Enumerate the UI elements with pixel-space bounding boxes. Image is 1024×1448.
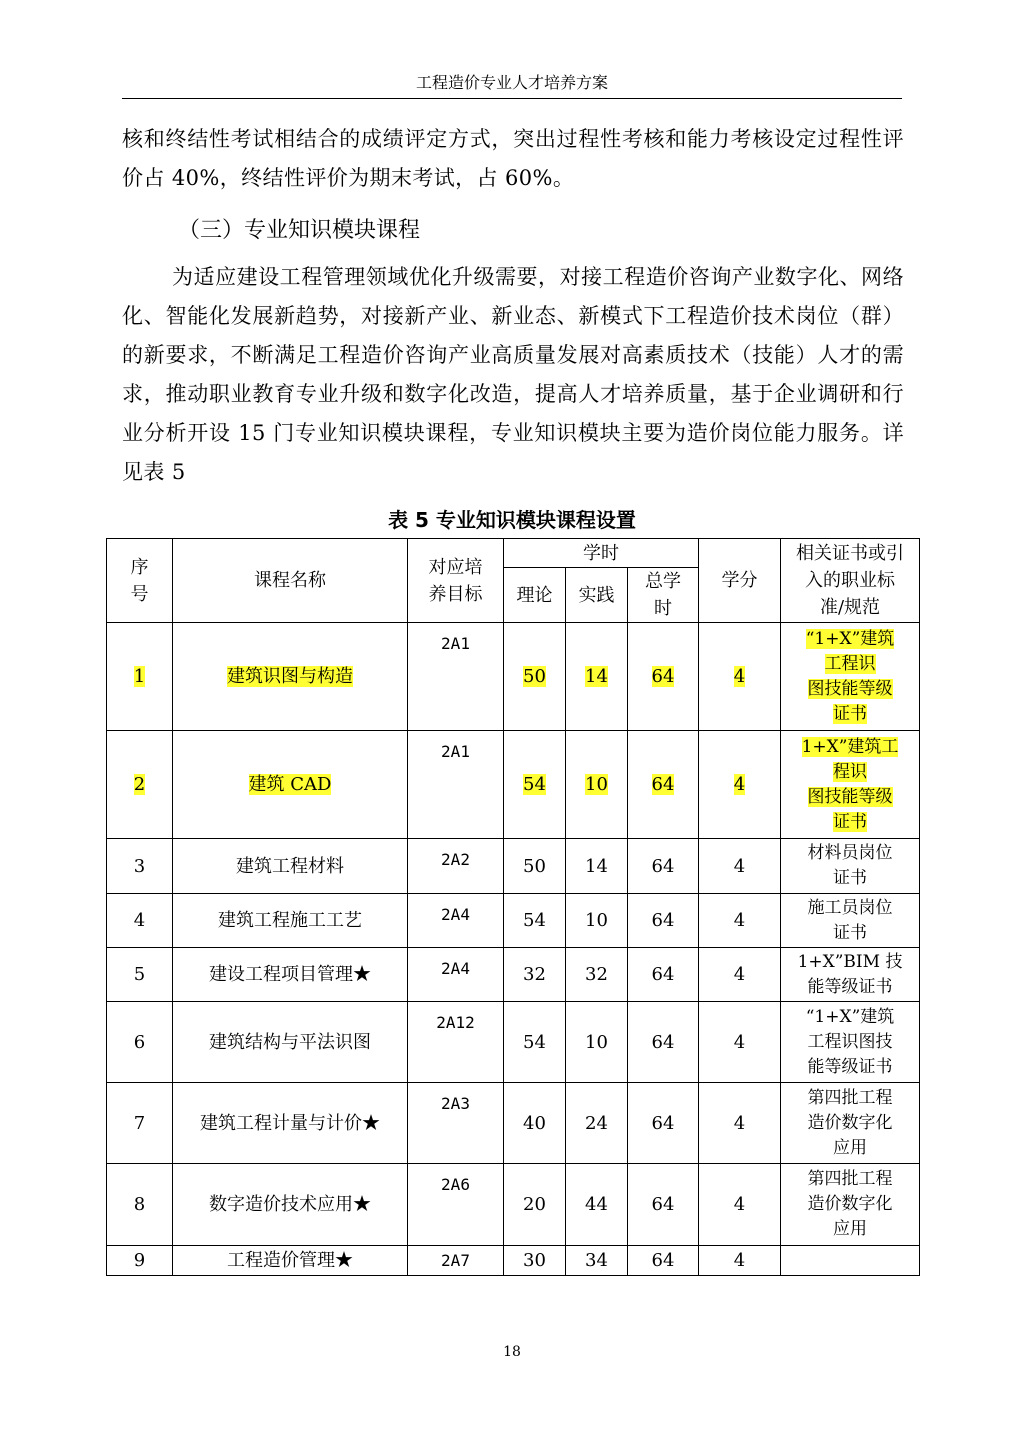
cell-total: 64 [628, 623, 699, 731]
cell-target: 2A1 [408, 623, 504, 731]
cell-total: 64 [628, 894, 699, 948]
cell-target: 2A1 [408, 731, 504, 839]
page-number: 18 [503, 1344, 521, 1360]
table-row [107, 948, 920, 1002]
cell-credit: 4 [699, 1246, 781, 1276]
cell-practice: 44 [566, 1164, 628, 1246]
cell-seq: 9 [107, 1246, 173, 1276]
cell-target: 2A6 [408, 1164, 504, 1246]
section-heading: （三）专业知识模块课程 [178, 218, 421, 243]
cell-cert: 施工员岗位 证书 [781, 894, 920, 948]
table-row [107, 1083, 920, 1164]
cell-credit: 4 [699, 839, 781, 894]
cell-course-name: 建筑结构与平法识图 [173, 1002, 408, 1083]
cell-practice: 32 [566, 948, 628, 1002]
cell-credit: 4 [699, 731, 781, 839]
table-row [107, 731, 920, 839]
cell-course-name: 建筑识图与构造 [173, 623, 408, 731]
cell-seq: 1 [107, 623, 173, 731]
cell-practice: 24 [566, 1083, 628, 1164]
cell-total: 64 [628, 1002, 699, 1083]
cell-seq: 4 [107, 894, 173, 948]
header-practice: 实践 [566, 568, 628, 623]
paragraph-assessment: 核和终结性考试相结合的成绩评定方式，突出过程性考核和能力考核设定过程性评价占 40%，终结性评价为期末考试，占 60%。 [122, 127, 904, 190]
cell-cert: 1+X”建筑工 程识 图技能等级 证书 [781, 731, 920, 839]
table-title: 表 5 专业知识模块课程设置 [388, 508, 636, 532]
paragraph-intro: 为适应建设工程管理领域优化升级需要，对接工程造价咨询产业数字化、网络化、智能化发展新趋势，对接新产业、新业态、新模式下工程造价技术岗位（群）的新要求，不断满足工程造价咨询产业高质量发展对高素质技术（技能）人才的需求，推动职业教育专业升级和数字化改造，提高人才培养质量，基于企业调研和行业分析开设 15 门专业知识模块课程，专业知识模块主要为造价岗位能力服务。详见表 5 [122, 265, 904, 484]
cell-theory: 54 [504, 1002, 566, 1083]
cell-theory: 30 [504, 1246, 566, 1276]
cell-credit: 4 [699, 623, 781, 731]
header-credit: 学分 [699, 539, 781, 623]
cell-theory: 54 [504, 731, 566, 839]
cell-credit: 4 [699, 1083, 781, 1164]
table-row [107, 839, 920, 894]
cell-practice: 14 [566, 839, 628, 894]
cell-credit: 4 [699, 894, 781, 948]
cell-theory: 54 [504, 894, 566, 948]
cell-cert: 第四批工程 造价数字化 应用 [781, 1083, 920, 1164]
cell-cert: 材料员岗位 证书 [781, 839, 920, 894]
cell-seq: 2 [107, 731, 173, 839]
cell-credit: 4 [699, 948, 781, 1002]
table-row [107, 623, 920, 731]
cell-cert: “1+X”建筑 工程识图技 能等级证书 [781, 1002, 920, 1083]
cell-total: 64 [628, 1246, 699, 1276]
cell-course-name: 建筑工程材料 [173, 839, 408, 894]
cell-theory: 40 [504, 1083, 566, 1164]
cell-theory: 50 [504, 839, 566, 894]
header-theory: 理论 [504, 568, 566, 623]
cell-total: 64 [628, 948, 699, 1002]
cell-target: 2A3 [408, 1083, 504, 1164]
cell-seq: 8 [107, 1164, 173, 1246]
header-course-name: 课程名称 [173, 539, 408, 623]
cell-theory: 20 [504, 1164, 566, 1246]
cell-total: 64 [628, 1083, 699, 1164]
course-table [106, 538, 920, 1276]
header-hours: 学时 [504, 539, 699, 568]
cell-total: 64 [628, 1164, 699, 1246]
header-seq: 序号 [107, 539, 173, 623]
cell-practice: 10 [566, 894, 628, 948]
header-cert: 相关证书或引入的职业标准/规范 [781, 539, 920, 623]
cell-total: 64 [628, 731, 699, 839]
cell-practice: 34 [566, 1246, 628, 1276]
table-row [107, 1002, 920, 1083]
cell-credit: 4 [699, 1164, 781, 1246]
cell-practice: 10 [566, 731, 628, 839]
cell-cert: 1+X”BIM 技 能等级证书 [781, 948, 920, 1002]
cell-theory: 32 [504, 948, 566, 1002]
cell-cert [781, 1246, 920, 1276]
cell-course-name: 数字造价技术应用★ [173, 1164, 408, 1246]
cell-course-name: 建筑 CAD [173, 731, 408, 839]
cell-total: 64 [628, 839, 699, 894]
table-row [107, 1164, 920, 1246]
cell-target: 2A7 [408, 1246, 504, 1276]
cell-course-name: 建筑工程计量与计价★ [173, 1083, 408, 1164]
cell-course-name: 建设工程项目管理★ [173, 948, 408, 1002]
cell-cert: “1+X”建筑 工程识 图技能等级 证书 [781, 623, 920, 731]
cell-seq: 7 [107, 1083, 173, 1164]
header-target: 对应培养目标 [408, 539, 504, 623]
cell-cert: 第四批工程 造价数字化 应用 [781, 1164, 920, 1246]
cell-practice: 14 [566, 623, 628, 731]
cell-seq: 3 [107, 839, 173, 894]
table-row [107, 894, 920, 948]
header-total-hours: 总学时 [628, 568, 699, 623]
cell-practice: 10 [566, 1002, 628, 1083]
page-header: 工程造价专业人才培养方案 [122, 68, 902, 99]
cell-course-name: 工程造价管理★ [173, 1246, 408, 1276]
table-row [107, 1246, 920, 1276]
cell-credit: 4 [699, 1002, 781, 1083]
cell-seq: 5 [107, 948, 173, 1002]
cell-target: 2A2 [408, 839, 504, 894]
cell-theory: 50 [504, 623, 566, 731]
cell-seq: 6 [107, 1002, 173, 1083]
cell-target: 2A12 [408, 1002, 504, 1083]
cell-course-name: 建筑工程施工工艺 [173, 894, 408, 948]
cell-target: 2A4 [408, 894, 504, 948]
cell-target: 2A4 [408, 948, 504, 1002]
